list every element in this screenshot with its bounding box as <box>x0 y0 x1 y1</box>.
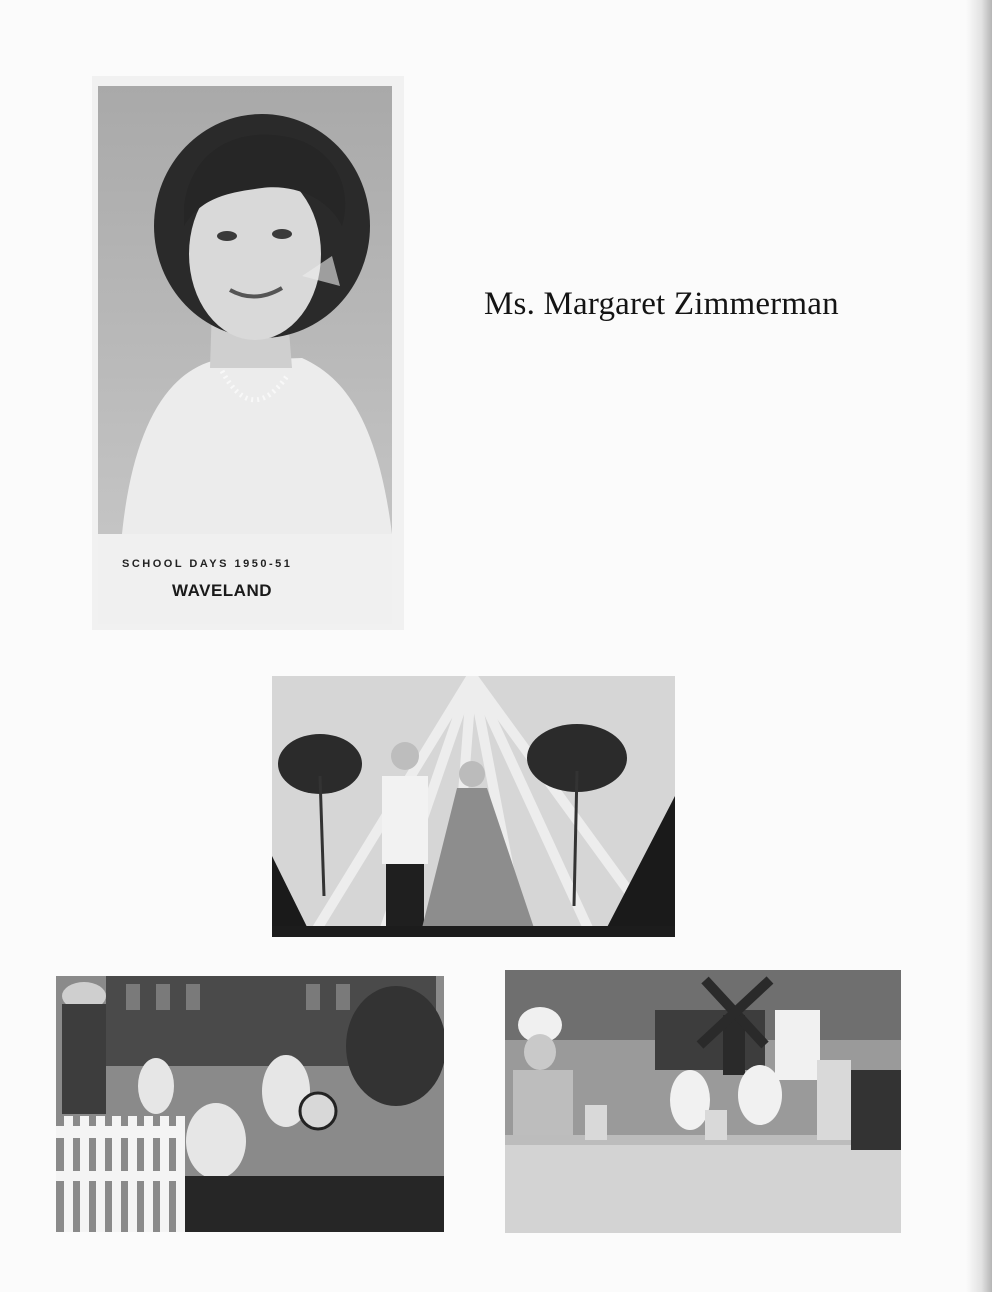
parade-float-photo-right <box>505 970 901 1233</box>
page-edge-shadow <box>966 0 992 1292</box>
stage-photo <box>272 676 675 937</box>
stage-image <box>272 676 675 937</box>
portrait-stamp-school-days: SCHOOL DAYS 1950-51 <box>122 558 293 570</box>
portrait-photo <box>92 76 404 630</box>
portrait-image <box>92 76 404 630</box>
parade-float-image-right <box>505 970 901 1233</box>
portrait-stamp-waveland: WAVELAND <box>172 581 273 600</box>
portrait-caption: Ms. Margaret Zimmerman <box>484 286 839 322</box>
parade-float-image-left <box>56 976 444 1232</box>
parade-float-photo-left <box>56 976 444 1232</box>
